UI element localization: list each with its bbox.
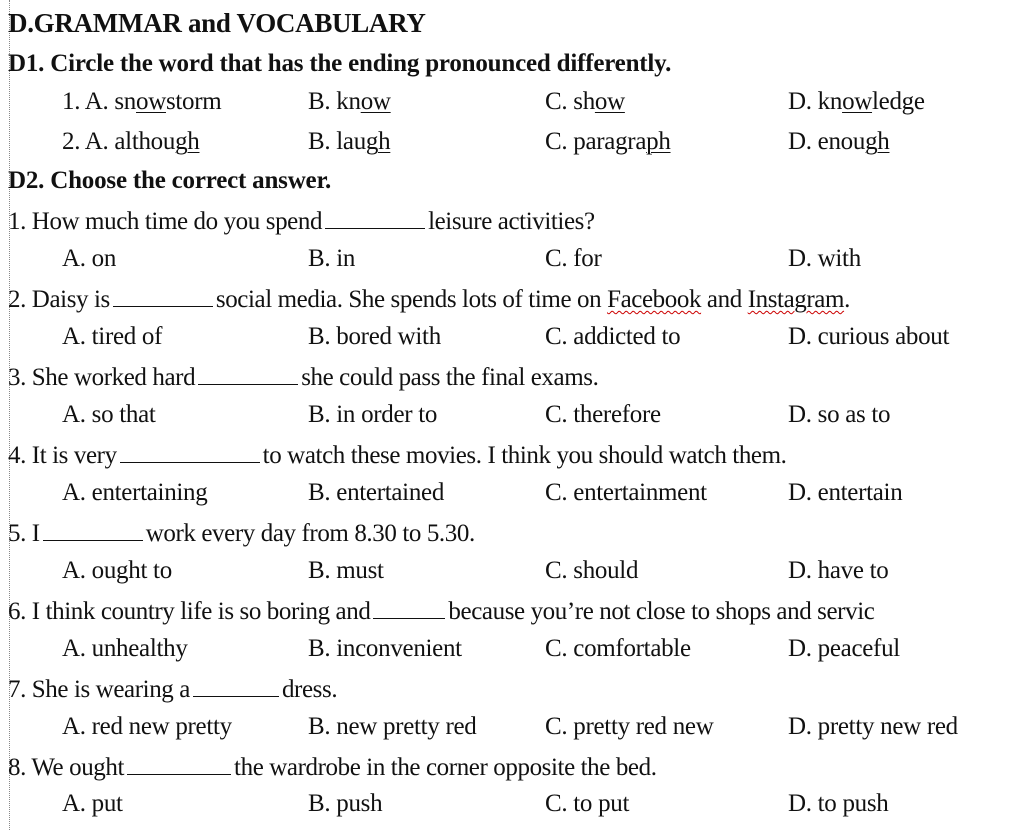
- option-d[interactable]: D. to push: [788, 790, 889, 817]
- option-a[interactable]: A. ought to: [62, 557, 172, 584]
- page-title: D.GRAMMAR and VOCABULARY: [8, 8, 426, 38]
- question-4-options: [0, 479, 1024, 515]
- d1-row-1: [0, 88, 1024, 124]
- question-5: 5. I work every day from 8.30 to 5.30.: [8, 520, 475, 547]
- d1-row-1-option-c[interactable]: C. show: [545, 88, 625, 115]
- option-c[interactable]: C. pretty red new: [545, 713, 714, 740]
- question-1: 1. How much time do you spend leisure activities?: [8, 208, 595, 235]
- option-a[interactable]: A. on: [62, 245, 117, 272]
- option-d[interactable]: D. have to: [788, 557, 889, 584]
- option-b[interactable]: B. must: [308, 557, 384, 584]
- option-c[interactable]: C. therefore: [545, 401, 661, 428]
- d2-heading: D2. Choose the correct answer.: [8, 167, 332, 194]
- question-3-options: [0, 401, 1024, 437]
- d1-row-2-option-a[interactable]: 2. A. although: [62, 128, 200, 155]
- d1-row-1-option-d[interactable]: D. knowledge: [788, 88, 925, 115]
- option-a[interactable]: A. unhealthy: [62, 635, 188, 662]
- d1-row-2: [0, 128, 1024, 164]
- option-d[interactable]: D. entertain: [788, 479, 903, 506]
- answer-blank[interactable]: [43, 518, 143, 541]
- answer-blank[interactable]: [113, 284, 213, 307]
- option-c[interactable]: C. for: [545, 245, 602, 272]
- question-6-options: [0, 635, 1024, 671]
- question-7-options: [0, 713, 1024, 749]
- answer-blank[interactable]: [193, 674, 279, 697]
- option-b[interactable]: B. bored with: [308, 323, 441, 350]
- question-7: 7. She is wearing a dress.: [8, 676, 338, 703]
- d1-row-1-option-b[interactable]: B. know: [308, 88, 391, 115]
- option-c[interactable]: C. addicted to: [545, 323, 681, 350]
- question-1-options: [0, 245, 1024, 281]
- d1-heading: D1. Circle the word that has the ending pronounced differently.: [8, 50, 672, 77]
- option-a[interactable]: A. so that: [62, 401, 156, 428]
- option-c[interactable]: C. comfortable: [545, 635, 691, 662]
- d1-row-2-option-d[interactable]: D. enough: [788, 128, 890, 155]
- option-b[interactable]: B. push: [308, 790, 383, 817]
- question-2: 2. Daisy is social media. She spends lots of time on Facebook and Instagram.: [8, 286, 850, 313]
- d1-row-1-option-a[interactable]: 1. A. snowstorm: [62, 88, 222, 115]
- option-a[interactable]: A. tired of: [62, 323, 163, 350]
- option-d[interactable]: D. pretty new red: [788, 713, 958, 740]
- answer-blank[interactable]: [373, 596, 445, 619]
- question-3: 3. She worked hard she could pass the final exams.: [8, 364, 599, 391]
- option-a[interactable]: A. entertaining: [62, 479, 208, 506]
- answer-blank[interactable]: [198, 362, 298, 385]
- option-b[interactable]: B. in: [308, 245, 356, 272]
- d1-row-2-option-c[interactable]: C. paragraph: [545, 128, 671, 155]
- option-c[interactable]: C. to put: [545, 790, 630, 817]
- question-2-options: [0, 323, 1024, 359]
- option-a[interactable]: A. put: [62, 790, 123, 817]
- option-b[interactable]: B. new pretty red: [308, 713, 477, 740]
- option-d[interactable]: D. peaceful: [788, 635, 900, 662]
- d1-row-2-option-b[interactable]: B. laugh: [308, 128, 391, 155]
- option-a[interactable]: A. red new pretty: [62, 713, 232, 740]
- question-8: 8. We ought the wardrobe in the corner opposite the bed.: [8, 754, 657, 781]
- question-6: 6. I think country life is so boring and because you’re not close to shops and servic: [8, 598, 875, 625]
- option-b[interactable]: B. entertained: [308, 479, 445, 506]
- option-c[interactable]: C. should: [545, 557, 639, 584]
- question-5-options: [0, 557, 1024, 593]
- question-4: 4. It is very to watch these movies. I think you should watch them.: [8, 442, 787, 469]
- answer-blank[interactable]: [325, 206, 425, 229]
- answer-blank[interactable]: [127, 752, 231, 775]
- option-d[interactable]: D. with: [788, 245, 861, 272]
- question-8-options: [0, 790, 1024, 826]
- option-b[interactable]: B. in order to: [308, 401, 438, 428]
- option-d[interactable]: D. curious about: [788, 323, 950, 350]
- option-b[interactable]: B. inconvenient: [308, 635, 462, 662]
- option-d[interactable]: D. so as to: [788, 401, 891, 428]
- answer-blank[interactable]: [120, 440, 260, 463]
- option-c[interactable]: C. entertainment: [545, 479, 707, 506]
